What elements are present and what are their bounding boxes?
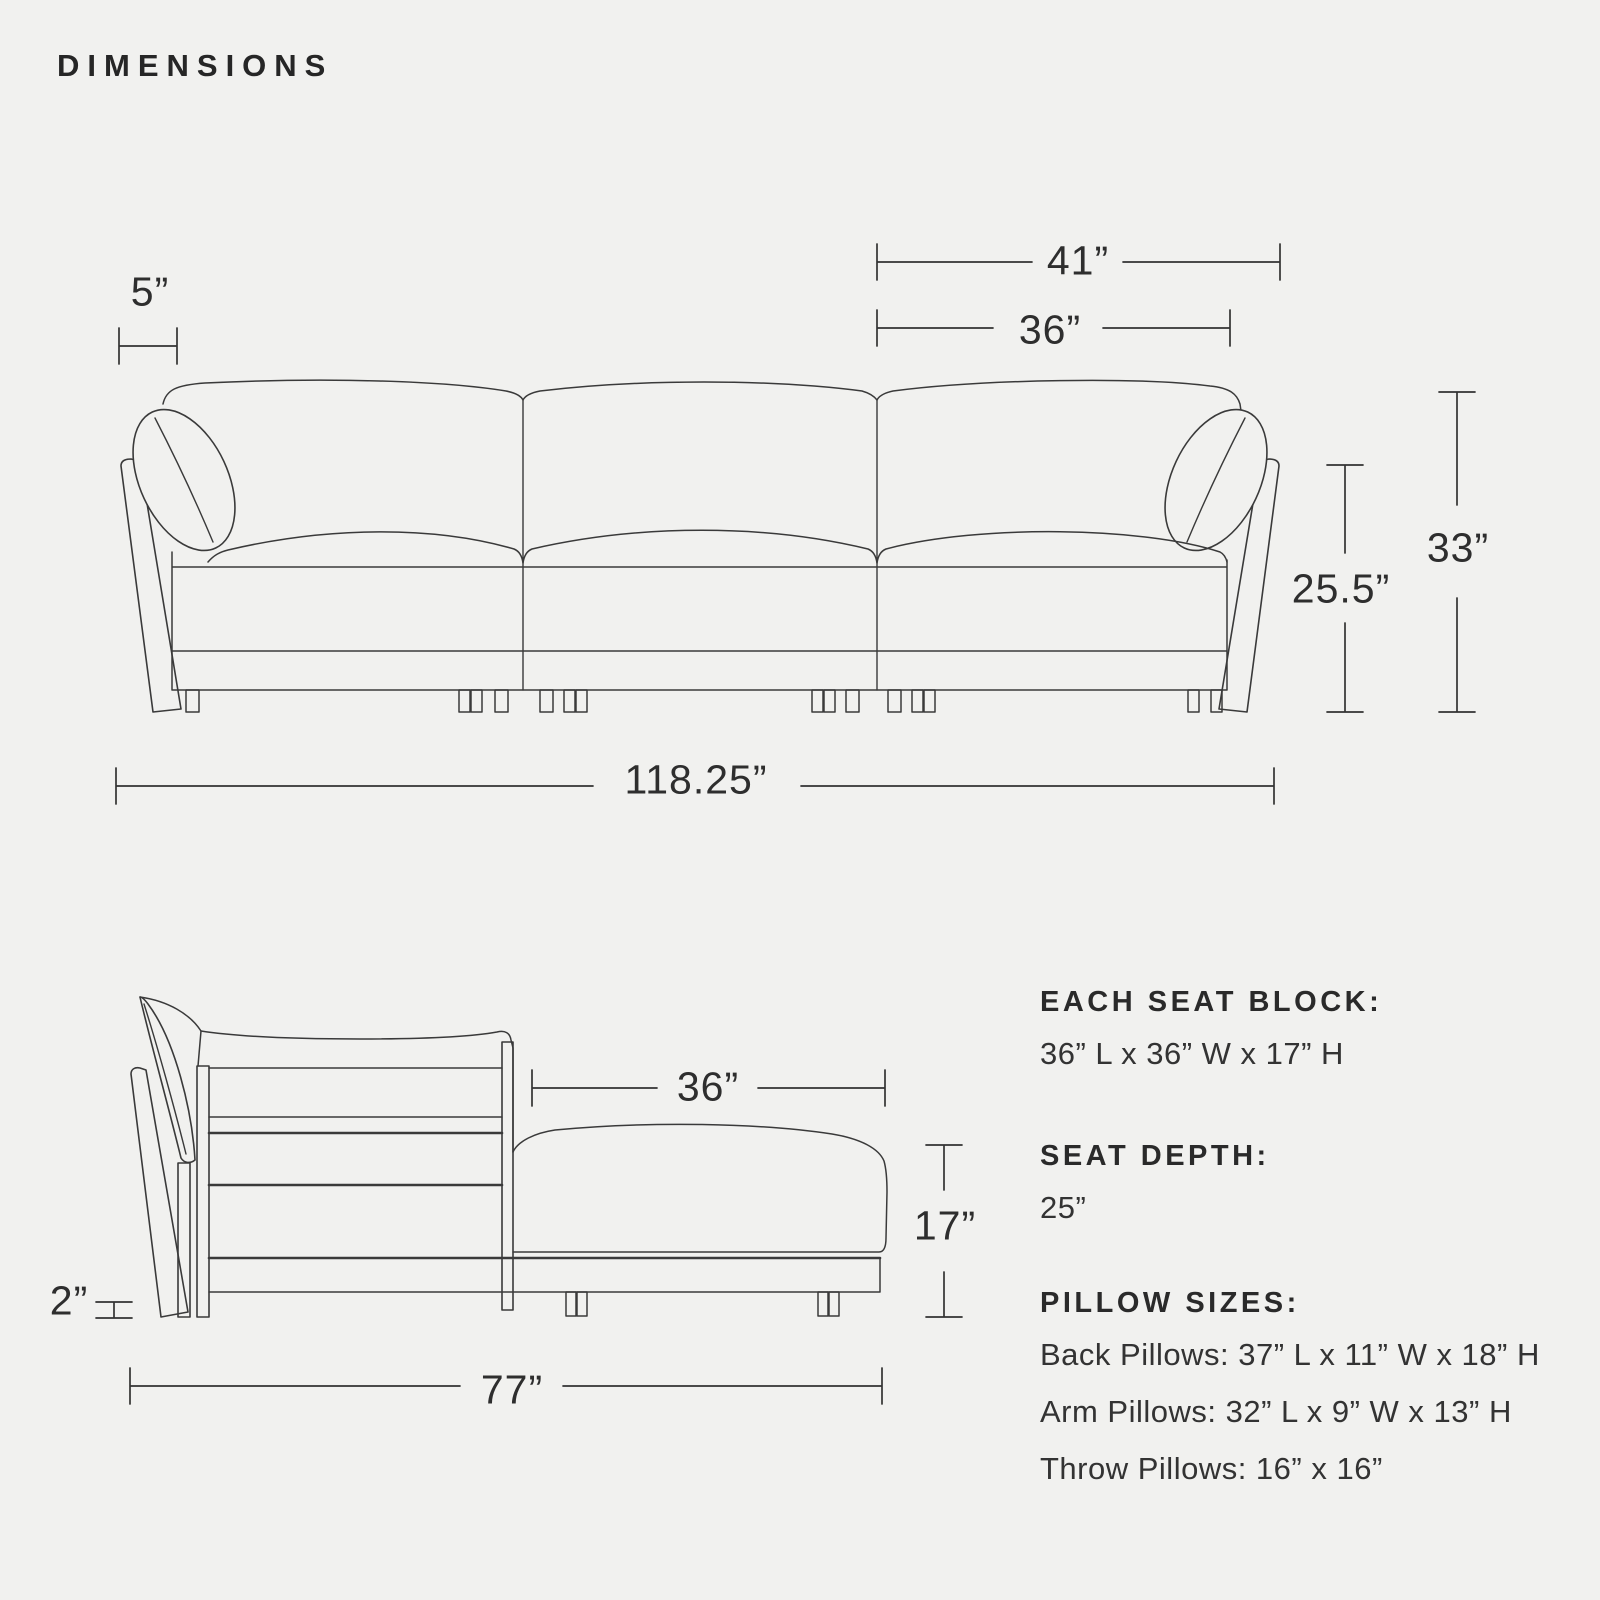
dimension-lines (96, 244, 1475, 1404)
dim-label-overall-width: 118.25” (624, 756, 768, 803)
side-view-drawing (131, 997, 887, 1317)
spec-line-seat-depth: 25” (1040, 1190, 1087, 1225)
side-right-stile (502, 1042, 513, 1310)
dim-label-seat-with-arm: 41” (1046, 237, 1110, 284)
spec-line-seat-block: 36” L x 36” W x 17” H (1040, 1036, 1344, 1071)
front-view-drawing (112, 380, 1287, 712)
side-seat-cushion (513, 1124, 887, 1252)
side-back-rails (209, 1068, 502, 1117)
front-module-seams (523, 400, 877, 690)
spec-line-throw-pillows: Throw Pillows: 16” x 16” (1040, 1451, 1383, 1486)
side-base-band-bottom (209, 1258, 880, 1292)
spec-heading-pillow-sizes: PILLOW SIZES: (1040, 1287, 1300, 1319)
front-seat-box (172, 552, 1227, 690)
spec-line-back-pillows: Back Pillows: 37” L x 11” W x 18” H (1040, 1337, 1540, 1372)
dimline-arm-width (119, 328, 177, 364)
dim-label-seat-length: 36” (676, 1063, 740, 1110)
dimline-leg-height (96, 1302, 132, 1318)
side-legs (566, 1292, 839, 1316)
dim-label-leg-height: 2” (49, 1277, 89, 1324)
dim-label-arm-width: 5” (130, 268, 170, 315)
front-legs (186, 690, 1222, 712)
dim-label-seat-height: 17” (913, 1202, 977, 1249)
dim-label-back-height: 25.5” (1291, 565, 1391, 612)
spec-line-arm-pillows: Arm Pillows: 32” L x 9” W x 13” H (1040, 1394, 1512, 1429)
front-seat-cushions (208, 530, 1227, 563)
front-back-top-edge (163, 380, 1242, 418)
dim-label-overall-height: 33” (1426, 524, 1490, 571)
page-title: DIMENSIONS (57, 48, 334, 83)
side-back-stile (197, 1066, 209, 1317)
side-back-rails-bold (209, 1133, 502, 1185)
spec-heading-seat-depth: SEAT DEPTH: (1040, 1140, 1270, 1172)
dim-label-seat-block: 36” (1018, 306, 1082, 353)
dim-label-overall-depth: 77” (480, 1366, 544, 1413)
spec-heading-seat-block: EACH SEAT BLOCK: (1040, 986, 1383, 1018)
